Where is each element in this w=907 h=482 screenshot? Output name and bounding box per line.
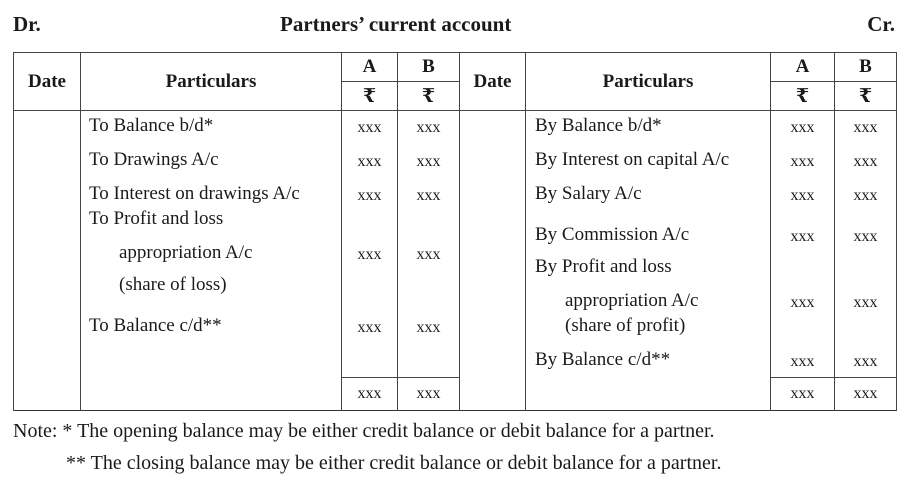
credit-total-a: xxx <box>771 378 835 411</box>
account-heading <box>0 12 907 42</box>
footnote-opening-balance: Note: * The opening balance may be either credit balance or debit balance for a partner. <box>13 420 715 442</box>
credit-total-b: xxx <box>835 378 897 411</box>
credit-label: Cr. <box>867 12 895 36</box>
credit-a-amount: xxx <box>790 228 815 245</box>
credit-particulars-cell <box>526 111 771 378</box>
credit-date-cell <box>460 111 526 378</box>
debit-a-currency: ₹ <box>342 82 398 111</box>
debit-partner-a-header: A <box>342 53 398 82</box>
credit-b-amount: xxx <box>853 228 878 245</box>
debit-label: Dr. <box>13 12 41 36</box>
credit-item: appropriation A/c <box>565 290 699 311</box>
debit-b-amounts <box>398 111 460 378</box>
debit-particulars-header: Particulars <box>81 53 342 111</box>
credit-b-amounts <box>835 111 897 378</box>
credit-a-amount: xxx <box>790 153 815 170</box>
debit-total-b: xxx <box>398 378 460 411</box>
credit-b-amount: xxx <box>853 294 878 311</box>
debit-a-amounts <box>342 111 398 378</box>
debit-item: appropriation A/c <box>119 242 253 263</box>
debit-a-amount: xxx <box>357 319 382 336</box>
debit-item: To Profit and loss <box>89 208 224 229</box>
credit-a-currency: ₹ <box>771 82 835 111</box>
credit-b-amount: xxx <box>853 153 878 170</box>
credit-date-header: Date <box>460 53 526 111</box>
debit-total-date <box>14 378 81 411</box>
debit-b-currency: ₹ <box>398 82 460 111</box>
debit-total-a: xxx <box>342 378 398 411</box>
credit-a-amount: xxx <box>790 294 815 311</box>
credit-a-amounts <box>771 111 835 378</box>
debit-a-amount: xxx <box>357 246 382 263</box>
debit-a-amount: xxx <box>357 187 382 204</box>
credit-item: By Interest on capital A/c <box>535 149 730 170</box>
debit-partner-b-header: B <box>398 53 460 82</box>
credit-partner-a-header: A <box>771 53 835 82</box>
debit-b-amount: xxx <box>416 246 441 263</box>
debit-total-label <box>81 378 342 411</box>
credit-a-amount: xxx <box>790 187 815 204</box>
credit-item: By Balance c/d** <box>535 349 671 370</box>
credit-item: (share of profit) <box>565 315 686 336</box>
debit-particulars-cell <box>81 111 342 378</box>
credit-a-amount: xxx <box>790 353 815 370</box>
credit-b-amount: xxx <box>853 119 878 136</box>
footnote-closing-balance: ** The closing balance may be either credit balance or debit balance for a partner. <box>66 452 722 474</box>
credit-b-currency: ₹ <box>835 82 897 111</box>
debit-item: To Balance c/d** <box>89 315 222 336</box>
credit-partner-b-header: B <box>835 53 897 82</box>
credit-b-amount: xxx <box>853 353 878 370</box>
account-title: Partners’ current account <box>280 12 512 36</box>
credit-a-amount: xxx <box>790 119 815 136</box>
credit-total-label <box>526 378 771 411</box>
debit-item: To Balance b/d* <box>89 115 214 136</box>
debit-b-amount: xxx <box>416 153 441 170</box>
debit-a-amount: xxx <box>357 153 382 170</box>
debit-b-amount: xxx <box>416 187 441 204</box>
credit-item: By Commission A/c <box>535 224 690 245</box>
debit-b-amount: xxx <box>416 319 441 336</box>
debit-a-amount: xxx <box>357 119 382 136</box>
debit-date-header: Date <box>14 53 81 111</box>
debit-item: To Drawings A/c <box>89 149 219 170</box>
credit-particulars-header: Particulars <box>526 53 771 111</box>
credit-item: By Salary A/c <box>535 183 642 204</box>
credit-total-date <box>460 378 526 411</box>
credit-item: By Balance b/d* <box>535 115 662 136</box>
credit-item: By Profit and loss <box>535 256 672 277</box>
partners-current-account-table <box>13 52 897 411</box>
credit-b-amount: xxx <box>853 187 878 204</box>
debit-item: To Interest on drawings A/c <box>89 183 300 204</box>
debit-item: (share of loss) <box>119 274 227 295</box>
debit-date-cell <box>14 111 81 378</box>
debit-b-amount: xxx <box>416 119 441 136</box>
